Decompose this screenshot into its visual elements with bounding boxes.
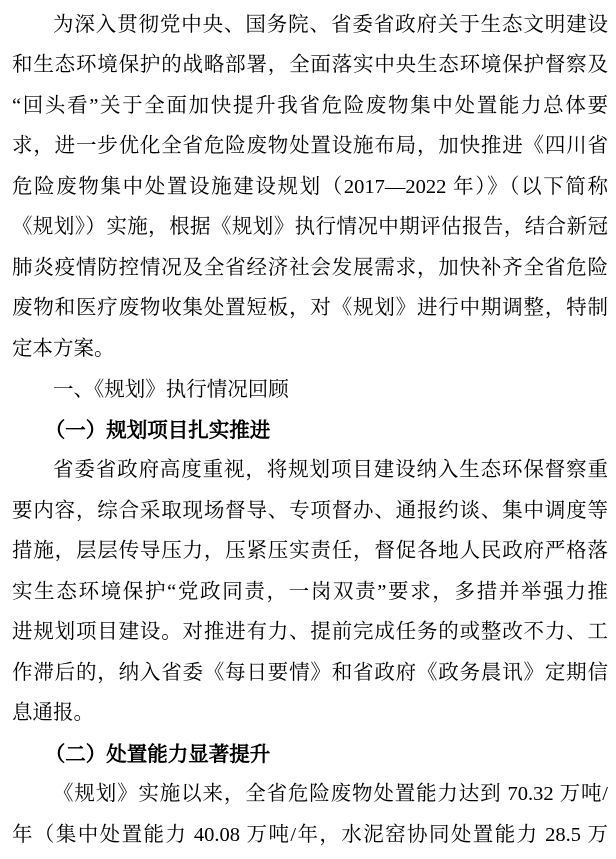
body-paragraph <box>12 774 608 855</box>
text-line: 措施，层层传导压力，压紧压实责任，督促各地人民政府严格落 <box>12 540 608 563</box>
text-line: 年（集中处置能力 40.08 万吨/年，水泥窑协同处置能力 28.5 万 <box>12 823 608 846</box>
body-paragraph <box>12 450 608 734</box>
text-line: 定本方案。 <box>12 337 115 360</box>
text-line: 危险废物集中处置设施建设规划（2017—2022 年）》（以下简称 <box>12 175 608 198</box>
text-line: “回头看”关于全面加快提升我省危险废物集中处置能力总体要 <box>12 94 608 117</box>
text-line: 《规划》）实施，根据《规划》执行情况中期评估报告，结合新冠 <box>12 216 608 239</box>
text-line: 肺炎疫情防控情况及全省经济社会发展需求，加快补齐全省危险 <box>12 256 608 279</box>
text-line: 《规划》实施以来，全省危险废物处置能力达到 70.32 万吨/ <box>53 783 608 806</box>
text-line: 要内容，综合采取现场督导、专项督办、通报约谈、集中调度等 <box>12 499 608 522</box>
intro-paragraph <box>12 5 608 370</box>
text-line: 求，进一步优化全省危险废物处置设施布局，加快推进《四川省 <box>12 135 608 158</box>
text-line: 息通报。 <box>12 702 94 725</box>
subsection-heading: （一）规划项目扎实推进 <box>44 417 271 442</box>
text-line: 实生态环境保护“党政同责，一岗双责”要求，多措并举强力推 <box>12 580 608 603</box>
section-heading: 一、《规划》执行情况回顾 <box>53 377 289 402</box>
text-line: 废物和医疗废物收集处置短板，对《规划》进行中期调整，特制 <box>12 297 608 320</box>
text-line: 进规划项目建设。对推进有力、提前完成任务的或整改不力、工 <box>12 621 608 644</box>
text-line: 和生态环境保护的战略部署，全面落实中央生态环境保护督察及 <box>12 54 608 77</box>
text-line: 省委省政府高度重视，将规划项目建设纳入生态环保督察重 <box>53 459 608 482</box>
text-line: 为深入贯彻党中央、国务院、省委省政府关于生态文明建设 <box>53 13 608 36</box>
subsection-heading: （二）处置能力显著提升 <box>44 741 271 766</box>
document-page <box>12 5 608 856</box>
text-line: 作滞后的，纳入省委《每日要情》和省政府《政务晨讯》定期信 <box>12 661 608 684</box>
